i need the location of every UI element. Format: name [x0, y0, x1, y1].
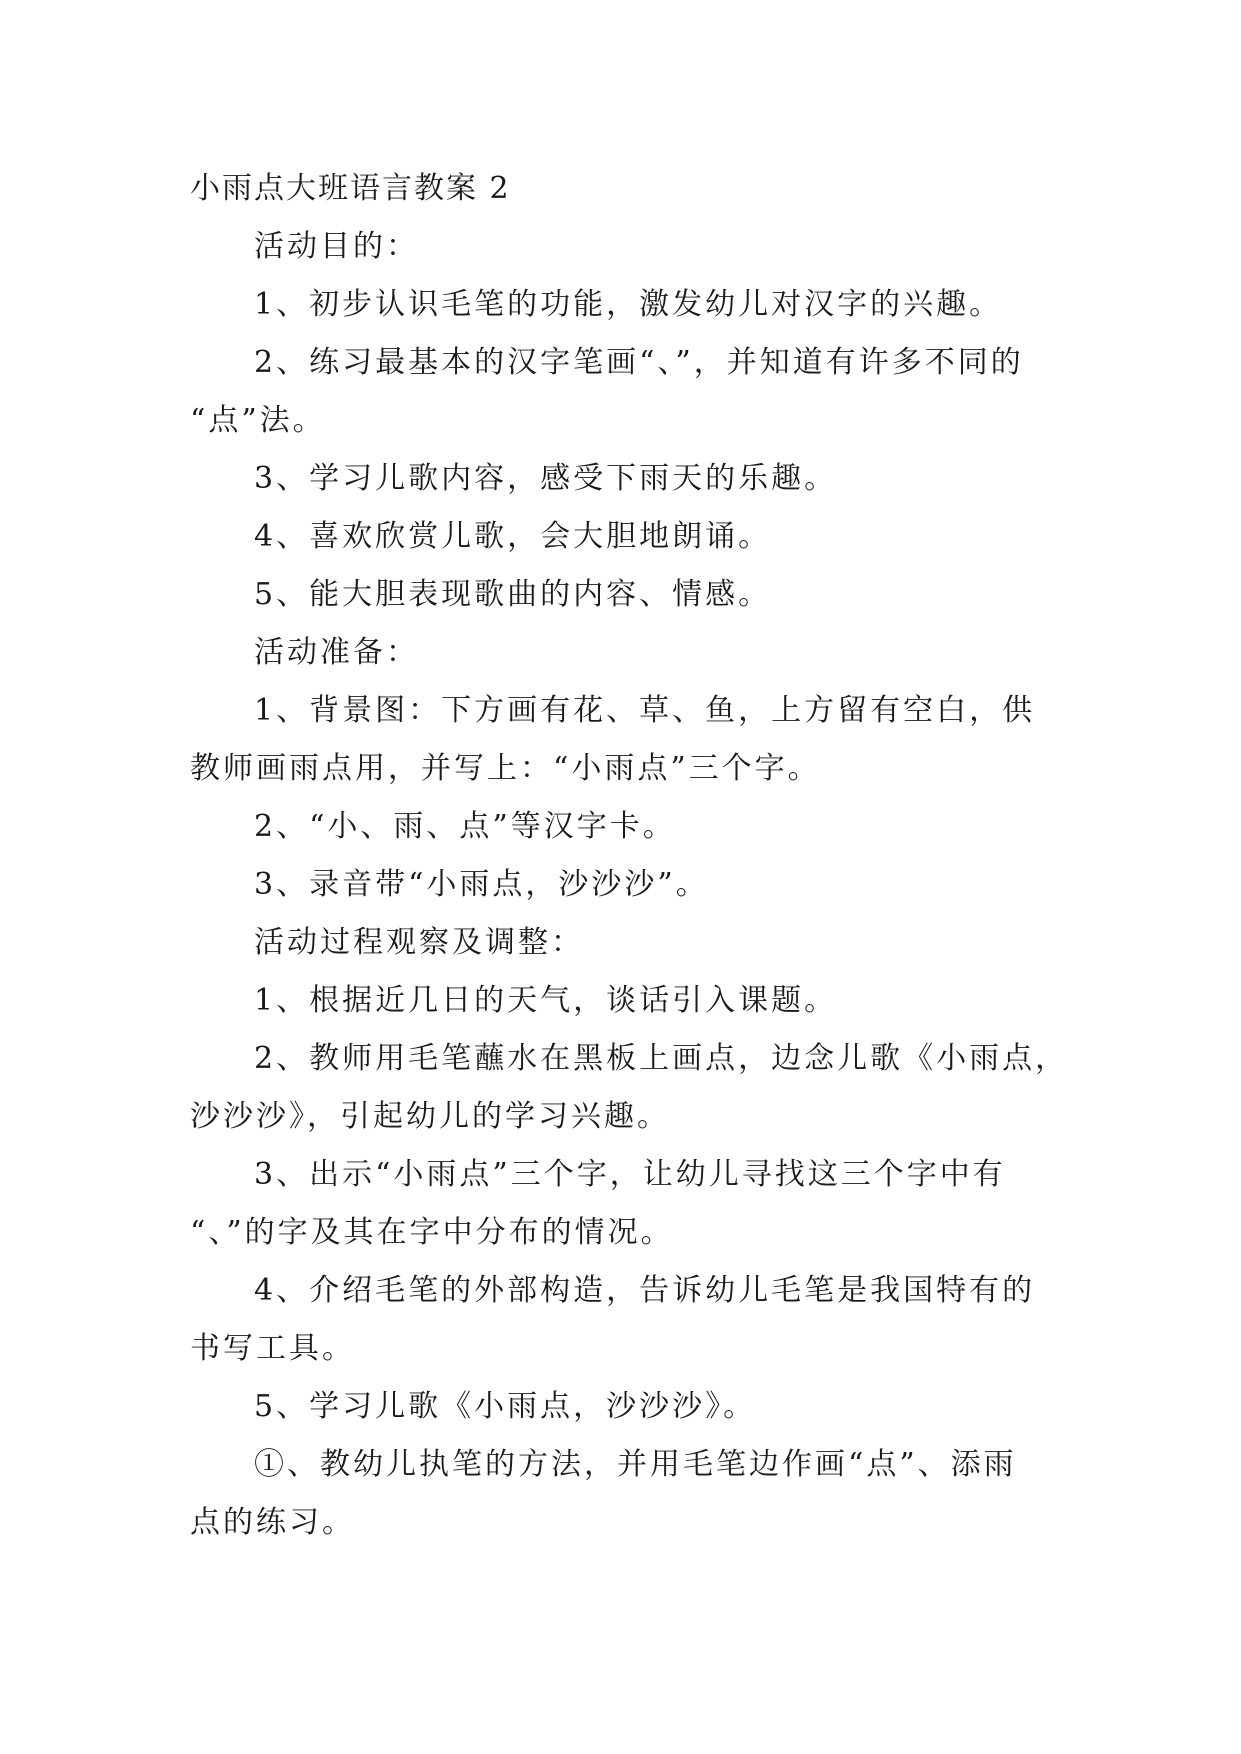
- paragraph-line: 2、教师用毛笔蘸水在黑板上画点，边念儿歌《小雨点，: [254, 1041, 1069, 1076]
- paragraph-line: 活动准备：: [254, 635, 419, 670]
- paragraph-line: 4、喜欢欣赏儿歌，会大胆地朗诵。: [254, 519, 772, 554]
- paragraph-line: 沙沙沙》，引起幼儿的学习兴趣。: [190, 1099, 670, 1134]
- paragraph-line: 书写工具。: [190, 1331, 355, 1366]
- paragraph-line: 2、“小、雨、点”等汉字卡。: [254, 809, 676, 844]
- paragraph-line: 点的练习。: [190, 1505, 355, 1540]
- paragraph-line: 2、练习最基本的汉字笔画“、”，并知道有许多不同的: [254, 345, 1024, 380]
- paragraph-line: 1、背景图：下方画有花、草、鱼，上方留有空白，供: [254, 693, 1036, 728]
- paragraph-line: 1、根据近几日的天气，谈话引入课题。: [254, 983, 838, 1018]
- paragraph-line: 活动目的：: [254, 229, 419, 264]
- paragraph-line: 5、学习儿歌《小雨点，沙沙沙》。: [254, 1389, 757, 1424]
- document-page: [190, 160, 1069, 1552]
- paragraph-line: 3、录音带“小雨点，沙沙沙”。: [254, 867, 709, 902]
- paragraph-line: 4、介绍毛笔的外部构造，告诉幼儿毛笔是我国特有的: [254, 1273, 1036, 1308]
- paragraph-line: 3、学习儿歌内容，感受下雨天的乐趣。: [254, 461, 838, 496]
- paragraph-line: ①、教幼儿执笔的方法，并用毛笔边作画“点”、添雨: [254, 1447, 1017, 1482]
- paragraph-line: 5、能大胆表现歌曲的内容、情感。: [254, 577, 772, 612]
- paragraph-line: “点”法。: [190, 403, 326, 438]
- document-title: 小雨点大班语言教案 2: [190, 171, 511, 206]
- paragraph-line: 3、出示“小雨点”三个字，让幼儿寻找这三个字中有: [254, 1157, 1006, 1192]
- paragraph-line: 教师画雨点用，并写上：“小雨点”三个字。: [190, 751, 821, 786]
- paragraph-line: 活动过程观察及调整：: [254, 925, 584, 960]
- paragraph-line: 1、初步认识毛笔的功能，激发幼儿对汉字的兴趣。: [254, 287, 1003, 322]
- paragraph-line: “、”的字及其在字中分布的情况。: [190, 1215, 674, 1250]
